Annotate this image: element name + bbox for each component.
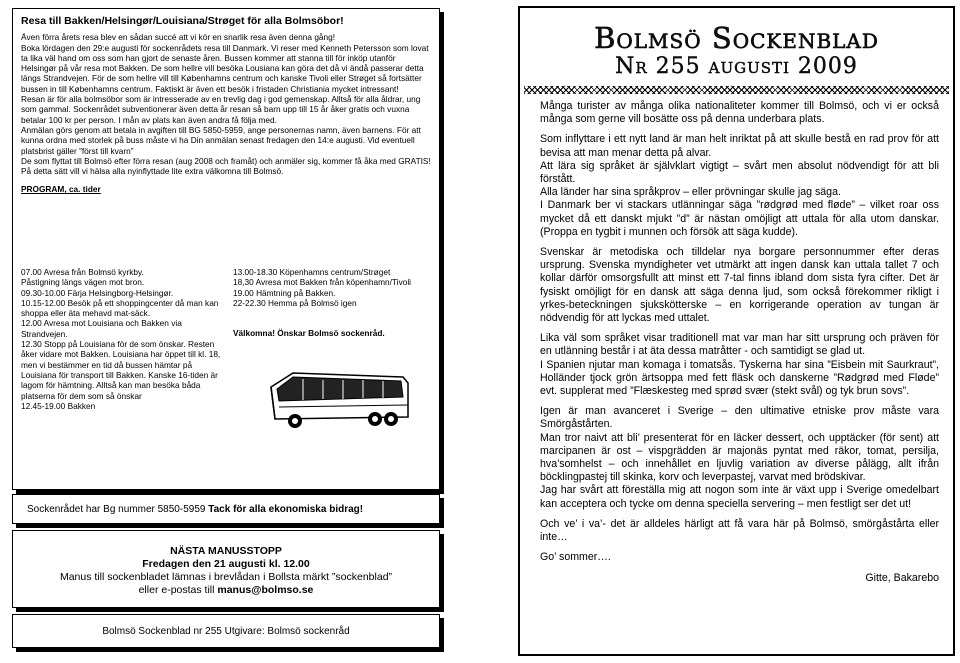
program-columns xyxy=(21,267,431,485)
trip-announcement-box xyxy=(12,8,440,490)
intro-paragraph-3: Resan är för alla bolmsöbor som är intresserade av en trevlig dag i god gemenskap. Alltså för alla åldrar, ung som gammal. Sockenrådet subventionerar även detta år resan så barn upp till 15 år åker gratis och vuxna betalar 100 kr per person. I mån av plats kan även andra få följa med. xyxy=(21,94,421,125)
bus-illustration xyxy=(263,367,413,437)
welcome-text: Välkomna! Önskar Bolmsö sockenråd. xyxy=(233,328,385,339)
signature: Gitte, Bakarebo xyxy=(865,571,939,584)
right-page xyxy=(518,6,955,656)
program-list-2: 13.00-18.30 Köpenhamns centrum/Strøget 18,30 Avresa mot Bakken från köpenhamn/Tivoli 19.00 Hämtning på Bakken. 22-22.30 Hemma på Bolmsö igen xyxy=(233,267,412,308)
trip-title: Resa till Bakken/Helsingør/Louisiana/Strøget för alla Bolmsöbor! xyxy=(21,15,344,27)
program-col-2 xyxy=(233,267,433,338)
bank-text: Sockenrådet har Bg nummer 5850-5959 xyxy=(27,503,206,515)
article-paragraph-3: Svenskar är metodiska och tilldelar nya borgare personnummer efter deras ursprung. Svenska myndigheter vet utmärkt att ingen dansk kan uttala tallet 7 och kollar därför omsorgsfullt att minst ett 7-tal finns ibland dom sista fyra cifter. Det är fysiskt omöjligt för en dansk att säga denna ljud, som också förekommer rikligt i yrkes-beteckningen sjukskötterske – en korrigerande operation av tungan är nödvendig för att lyckas med uttalet. xyxy=(540,246,939,325)
masthead-issue: Nr 255 augusti 2009 xyxy=(615,54,858,79)
deadline-title: NÄSTA MANUSSTOPP xyxy=(170,545,282,557)
intro-paragraph-2: Boka lördagen den 29:e augusti för sockenrådets resa till Danmark. Vi reser med Kenneth Petersson som lovat ta lika väl hand om oss som han gjort de senaste åren. Bussen kommer att stanna till för inköp utanför Helsingør på vår resa mot Bakken. De som hellre vill besöka Lousiana kan göra det då vi ändå passerar detta längs Strandvejen. För de som hellre vill till Københamns centrum och kanske Tivoli eller Strøget så fortsätter bussen in till Københamns centrum. Faktiskt är även ett besök i fristaden Christiania mycket intressant! xyxy=(21,42,429,94)
deadline-text: Manus till sockenbladet lämnas i brevlådan i Bollsta märkt ”sockenblad” xyxy=(59,571,393,583)
decorative-divider xyxy=(524,86,949,94)
deadline-email-line xyxy=(13,584,439,597)
intro-paragraph-5: De som flyttat till Bolmsö efter förra resan (aug 2008 och framåt) och anmäler sig, kommer få åka med GRATIS! På detta sätt vill vi hälsa alla nyinflyttade lite extra välkomna till Bolmsö. xyxy=(21,155,431,177)
article xyxy=(524,100,949,585)
bank-thanks: Tack för alla ekonomiska bidrag! xyxy=(208,503,364,515)
footer-text: Bolmsö Sockenblad nr 255 Utgivare: Bolmsö sockenråd xyxy=(102,625,350,637)
program-title: PROGRAM, ca. tider xyxy=(21,184,101,195)
program-col-1 xyxy=(21,267,221,411)
article-paragraph-1: Många turister av många olika nationaliteter kommer till Bolmsö, och vi er också många som gerne vill bosätte oss på denna underbara plats. xyxy=(540,100,939,126)
deadline-box xyxy=(12,530,440,608)
masthead xyxy=(524,22,949,80)
bank-info-box xyxy=(12,494,440,524)
deadline-email: manus@bolmso.se xyxy=(217,584,314,596)
publisher-footer xyxy=(12,614,440,648)
masthead-title: Bolmsö Sockenblad xyxy=(594,21,879,55)
intro-paragraph-4: Anmälan görs genom att betala in avgiften till BG 5850-5959, ange personernas namn, även barnens. För att kunna ordna med storlek på buss måste vi ha Din anmälan senast fredagen den 14:e augusti. Vid eventuell platsbrist gäller ”först till kvarn” xyxy=(21,124,421,156)
article-paragraph-7: Go’ sommer…. xyxy=(540,551,611,564)
article-paragraph-5: Igen är man avanceret i Sverige – den ultimative etniske prov måste vara Smörgåstårten. Man tror naivt att bli’ presenterat för en läcker dessert, och upptäcker (för sent) att marcipanen är ost – vispgrädden är majonäs pyntat med räkor, tomat, persilja, hva’somhelst – och innehållet en ljuvlig variation av diverse pålägg, allt ifrån böcklingpastej till skinka, korv och leverpastej, varvat med brödskivar. Jag har svårt att föreställa mig att nogon som inte är växt upp i Sverige omedelbart kan acceptera och tycke om denna speciella servering – men festligt ser det ut! xyxy=(540,405,939,510)
intro-paragraph-1: Även förra årets resa blev en sådan succé att vi kör en snarlik resa även denna gång! xyxy=(21,32,336,43)
deadline-email-prefix: eller e-postas till xyxy=(138,584,218,596)
program-list-1: 07.00 Avresa från Bolmsö kyrkby. Påstigning längs vägen mot bron. 09.30-10.00 Färja Helsingborg-Helsingør. 10.15-12.00 Besök på ett shoppingcenter då man kan shoppa eller äta mehavd mat-säck. 12.00 Avresa mot Louisiana och Bakken via Strandvejen. 12.30 Stopp på Louisiana för de som önskar. Resten åker vidare mot Bakken. Louisiana har öppet till kl. 18, men vi bestämmer en tid då bussen hämtar på Louisiana för transport till Bakken. Kanske 16-tiden är lagom för hämtning. Alltså kan man besöka båda platserna för dem som så önskar 12.45-19.00 Bakken xyxy=(21,267,221,411)
deadline-date: Fredagen den 21 augusti kl. 12.00 xyxy=(142,558,310,570)
article-paragraph-2: Som inflyttare i ett nytt land är man helt inriktat på att skulle bestå en rad prov för att bevisa att man menar detta på alvar. Att lära sig språket är självklart vigtigt – svårt men absolut nödvendigt för att bli förstått. Alla länder har sina språkprov – eller prövningar skulle jag säga. I Danmark ber vi stackars utlänningar säga ”rødgrød med fløde” – vilket roar oss mycket då ett danskt mjukt ”d” är nästan omöjligt att uttala för alla utom danskar. (Proppa en tygbit i munnen och försök att säga kudde). xyxy=(540,133,939,238)
article-paragraph-4: Lika väl som språket visar traditionell mat var man har sitt ursprung och präven för en utlänning består i at äta dessa matråtter - och samtidigt se glad ut. I Spanien njutar man komaga i tomatsås. Tyskerna har sina ”Eisbein mit Saurkraut”, Holländer tjock grön ärtsoppa med fett fläsk och danskerne ”Rødgrød med Fløde” evt. supplerat med ”Flæskesteg med sprød svær (stekt svål) og tyk brun sovs”. xyxy=(540,332,939,398)
article-paragraph-6: Och ve’ i va’- det är alldeles härligt att få vara här på Bolmsö, smörgåstårta eller inte… xyxy=(540,517,939,544)
